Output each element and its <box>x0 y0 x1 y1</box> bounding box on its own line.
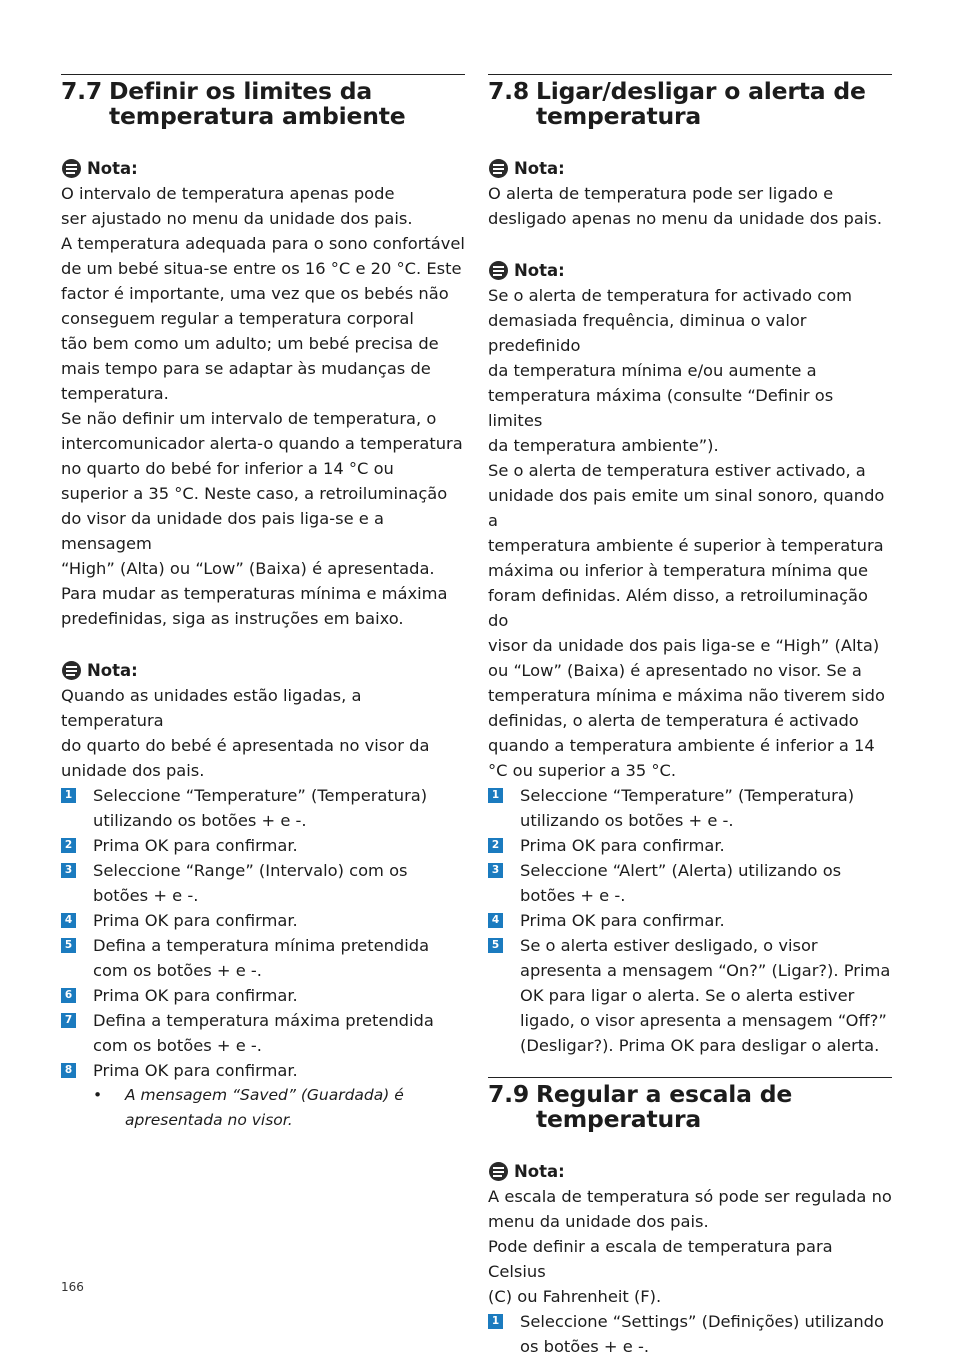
section-7-9 <box>488 1077 892 1132</box>
note-label: Nota: <box>87 661 138 680</box>
note-line: do quarto do bebé é apresentada no visor da <box>61 736 430 755</box>
section-number: 7.7 <box>61 77 103 105</box>
note-block <box>488 156 892 231</box>
step-text: Seleccione “Temperature” (Temperatura) utilizando os botões + e -. <box>93 786 428 830</box>
note-icon <box>489 261 508 280</box>
step-item <box>61 908 465 933</box>
step-text: Seleccione “Alert” (Alerta) utilizando os botões + e -. <box>520 861 842 905</box>
step-item <box>61 933 465 983</box>
note-line: A temperatura adequada para o sono confortável <box>61 234 465 253</box>
note-line: unidade dos pais. <box>61 761 205 780</box>
step-item <box>61 858 465 908</box>
section-7-7 <box>61 74 465 129</box>
note-line: quando a temperatura ambiente é inferior a 14 <box>488 736 875 755</box>
step-item <box>488 933 892 1058</box>
step-number-badge: 2 <box>488 838 503 853</box>
step-text: Defina a temperatura mínima pretendida com os botões + e -. <box>93 936 430 980</box>
note-line: demasiada frequência, diminua o valor predefinido <box>488 311 807 355</box>
note-line: da temperatura ambiente”). <box>488 436 719 455</box>
note-line: no quarto do bebé for inferior a 14 °C ou <box>61 459 394 478</box>
step-text: Prima OK para confirmar. <box>93 986 298 1005</box>
note-line: máxima ou inferior à temperatura mínima que <box>488 561 868 580</box>
step-item <box>488 908 892 933</box>
step-item <box>61 783 465 833</box>
note-text <box>488 283 892 783</box>
note-line: menu da unidade dos pais. <box>488 1212 709 1231</box>
note-line: “High” (Alta) ou “Low” (Baixa) é apresentada. <box>61 559 435 578</box>
note-line: Quando as unidades estão ligadas, a temperatura <box>61 686 362 730</box>
section-title: Ligar/desligar o alerta de temperatura <box>536 77 866 130</box>
step-text: Defina a temperatura máxima pretendida com os botões + e -. <box>93 1011 434 1055</box>
note-line: ou “Low” (Baixa) é apresentado no visor. Se a <box>488 661 862 680</box>
note-line: (C) ou Fahrenheit (F). <box>488 1287 662 1306</box>
note-line: foram definidas. Além disso, a retroiluminação do <box>488 586 868 630</box>
note-line: Pode definir a escala de temperatura para Celsius <box>488 1237 833 1281</box>
step-number-badge: 6 <box>61 988 76 1003</box>
step-number-badge: 8 <box>61 1063 76 1078</box>
step-item <box>61 833 465 858</box>
note-line: da temperatura mínima e/ou aumente a <box>488 361 817 380</box>
steps-list <box>61 783 465 1133</box>
note-line: O intervalo de temperatura apenas pode <box>61 184 395 203</box>
note-text <box>61 683 465 783</box>
note-line: temperatura mínima e máxima não tiverem sido <box>488 686 885 705</box>
note-line: °C ou superior a 35 °C. <box>488 761 677 780</box>
note-header <box>488 156 892 181</box>
note-line: unidade dos pais emite um sinal sonoro, quando a <box>488 486 885 530</box>
step-item <box>61 983 465 1008</box>
note-line: temperatura máxima (consulte “Definir os limites <box>488 386 834 430</box>
bullet-text: A mensagem “Saved” (Guardada) é apresentada no visor. <box>125 1086 404 1129</box>
note-line: mais tempo para se adaptar às mudanças de <box>61 359 431 378</box>
step-item <box>488 858 892 908</box>
steps-list <box>488 783 892 1058</box>
note-line: definidas, o alerta de temperatura é activado <box>488 711 859 730</box>
note-line: conseguem regular a temperatura corporal <box>61 309 414 328</box>
note-line: temperatura ambiente é superior à temperatura <box>488 536 884 555</box>
note-line: Se o alerta de temperatura for activado com <box>488 286 853 305</box>
note-line: factor é importante, uma vez que os bebés não <box>61 284 449 303</box>
step-number-badge: 5 <box>61 938 76 953</box>
note-icon <box>62 661 81 680</box>
note-line: superior a 35 °C. Neste caso, a retroiluminação <box>61 484 448 503</box>
step-text: Prima OK para confirmar. <box>93 911 298 930</box>
step-number-badge: 3 <box>61 863 76 878</box>
note-text <box>488 1184 892 1309</box>
note-line: predefinidas, siga as instruções em baixo. <box>61 609 404 628</box>
note-line: visor da unidade dos pais liga-se e “High” (Alta) <box>488 636 880 655</box>
step-text: Se o alerta estiver desligado, o visor apresenta a mensagem “On?” (Ligar?). Prima OK para ligar o alerta. Se o alerta estiver ligado, o visor apresenta a mensagem “Off?” (Desligar?). Prima OK para desligar o alerta. <box>520 936 891 1055</box>
page-number: 166 <box>61 1280 84 1294</box>
step-text: Seleccione “Range” (Intervalo) com os botões + e -. <box>93 861 408 905</box>
note-line: Se o alerta de temperatura estiver activado, a <box>488 461 866 480</box>
note-line: ser ajustado no menu da unidade dos pais. <box>61 209 413 228</box>
note-text <box>61 181 465 631</box>
step-number-badge: 4 <box>488 913 503 928</box>
section-heading <box>488 1082 892 1132</box>
section-title: Definir os limites da temperatura ambiente <box>109 77 406 130</box>
note-line: de um bebé situa-se entre os 16 °C e 20 °C. Este <box>61 259 462 278</box>
note-text <box>488 181 892 231</box>
step-text: Seleccione “Temperature” (Temperatura) utilizando os botões + e -. <box>520 786 855 830</box>
section-title: Regular a escala de temperatura <box>536 1080 793 1133</box>
note-line: intercomunicador alerta-o quando a temperatura <box>61 434 463 453</box>
note-icon <box>489 159 508 178</box>
step-number-badge: 3 <box>488 863 503 878</box>
note-label: Nota: <box>87 159 138 178</box>
step-item <box>488 833 892 858</box>
step-item <box>61 1008 465 1058</box>
steps-list <box>488 1309 892 1359</box>
note-block <box>61 658 465 783</box>
note-line: temperatura. <box>61 384 169 403</box>
note-line: do visor da unidade dos pais liga-se e a mensagem <box>61 509 384 553</box>
step-number-badge: 5 <box>488 938 503 953</box>
left-column <box>61 74 465 1133</box>
result-bullet <box>61 1083 465 1133</box>
note-line: desligado apenas no menu da unidade dos pais. <box>488 209 883 228</box>
note-line: A escala de temperatura só pode ser regulada no <box>488 1187 892 1206</box>
step-item <box>488 1309 892 1359</box>
note-icon <box>489 1162 508 1181</box>
step-text: Prima OK para confirmar. <box>520 836 725 855</box>
step-number-badge: 7 <box>61 1013 76 1028</box>
note-header <box>488 1159 892 1184</box>
step-number-badge: 2 <box>61 838 76 853</box>
right-column <box>488 74 892 1359</box>
step-number-badge: 4 <box>61 913 76 928</box>
bullet-icon: • <box>93 1086 103 1104</box>
note-header <box>488 258 892 283</box>
note-header <box>61 658 465 683</box>
note-block <box>488 1159 892 1309</box>
step-text: Prima OK para confirmar. <box>520 911 725 930</box>
step-number-badge: 1 <box>61 788 76 803</box>
note-line: Se não definir um intervalo de temperatura, o <box>61 409 437 428</box>
step-text: Prima OK para confirmar. <box>93 836 298 855</box>
note-label: Nota: <box>514 261 565 280</box>
note-line: O alerta de temperatura pode ser ligado e <box>488 184 834 203</box>
step-text: Seleccione “Settings” (Definições) utilizando os botões + e -. <box>520 1312 884 1356</box>
step-number-badge: 1 <box>488 1314 503 1329</box>
step-item <box>61 1058 465 1083</box>
section-7-8 <box>488 74 892 129</box>
section-number: 7.8 <box>488 77 530 105</box>
note-header <box>61 156 465 181</box>
step-item <box>488 783 892 833</box>
section-heading <box>488 79 892 129</box>
note-block <box>61 156 465 631</box>
section-heading <box>61 79 465 129</box>
note-line: Para mudar as temperaturas mínima e máxima <box>61 584 448 603</box>
note-block <box>488 258 892 783</box>
note-label: Nota: <box>514 1162 565 1181</box>
note-label: Nota: <box>514 159 565 178</box>
note-line: tão bem como um adulto; um bebé precisa de <box>61 334 439 353</box>
step-number-badge: 1 <box>488 788 503 803</box>
section-number: 7.9 <box>488 1080 530 1108</box>
note-icon <box>62 159 81 178</box>
step-text: Prima OK para confirmar. <box>93 1061 298 1080</box>
